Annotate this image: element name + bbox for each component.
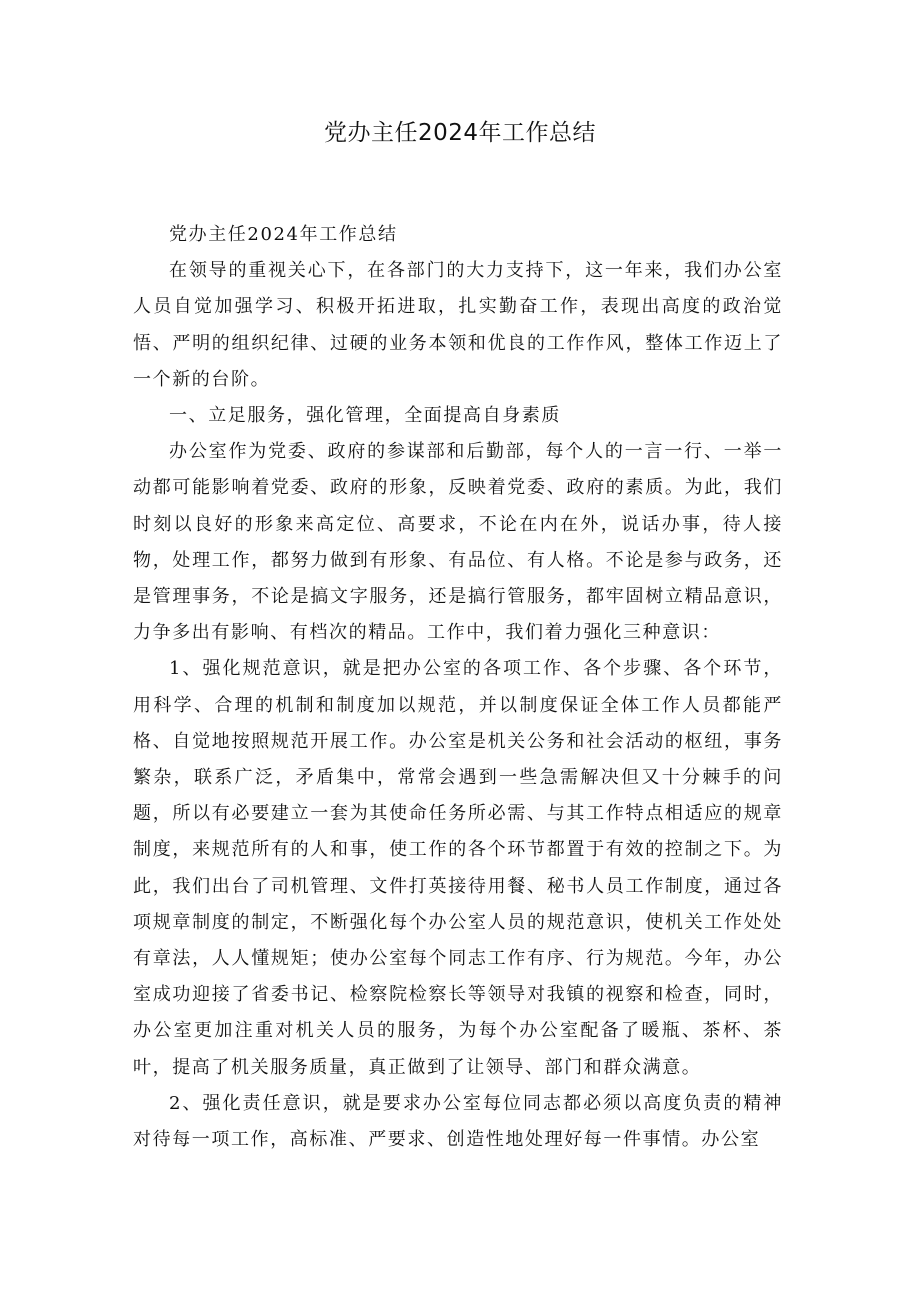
section-heading: 一、立足服务，强化管理，全面提高自身素质 — [169, 405, 561, 427]
list-item-1: 1、强化规范意识，就是把办公室的各项工作、各个步骤、各个环节，用科学、合理的机制和制度加以规范，并以制度保证全体工作人员都能严格、自觉地按照规范开展工作。办公室是机关公务和社会活动的枢纽，事务繁杂，联系广泛，矛盾集中，常常会遇到一些急需解决但又十分棘手的问题，所以有必要建立一套为其使命任务所必需、与其工作特点相适应的规章制度，来规范所有的人和事，使工作的各个环节都置于有效的控制之下。为此，我们出台了司机管理、文件打英接待用餐、秘书人员工作制度，通过各项规章制度的制定，不断强化每个办公室人员的规范意识，使机关工作处处有章法，人人懂规矩；使办公室每个同志工作有序、行为规范。今年，办公室成功迎接了省委书记、检察院检察长等领导对我镇的视察和检查，同时，办公室更加注重对机关人员的服务，为每个办公室配备了暖瓶、茶杯、茶叶，提高了机关服务质量，真正做到了让领导、部门和群众满意。 — [133, 658, 783, 1078]
document-title: 党办主任2024年工作总结 — [323, 120, 597, 146]
intro-paragraph: 在领导的重视关心下，在各部门的大力支持下，这一年来，我们办公室人员自觉加强学习、积极开拓进取，扎实勤奋工作，表现出高度的政治觉悟、严明的组织纪律、过硬的业务本领和优良的工作作风，整体工作迈上了一个新的台阶。 — [133, 260, 783, 390]
document-body — [133, 217, 783, 1158]
inner-title-paragraph: 党办主任2024年工作总结 — [169, 224, 398, 245]
section-paragraph: 办公室作为党委、政府的参谋部和后勤部，每个人的一言一行、一举一动都可能影响着党委、政府的形象，反映着党委、政府的素质。为此，我们时刻以良好的形象来高定位、高要求，不论在内在外，说话办事，待人接物，处理工作，都努力做到有形象、有品位、有人格。不论是参与政务，还是管理事务，不论是搞文字服务，还是搞行管服务，都牢固树立精品意识，力争多出有影响、有档次的精品。工作中，我们着力强化三种意识： — [133, 441, 783, 644]
list-item-2: 2、强化责任意识，就是要求办公室每位同志都必须以高度负责的精神对待每一项工作，高标准、严要求、创造性地处理好每一件事情。办公室 — [133, 1092, 783, 1151]
